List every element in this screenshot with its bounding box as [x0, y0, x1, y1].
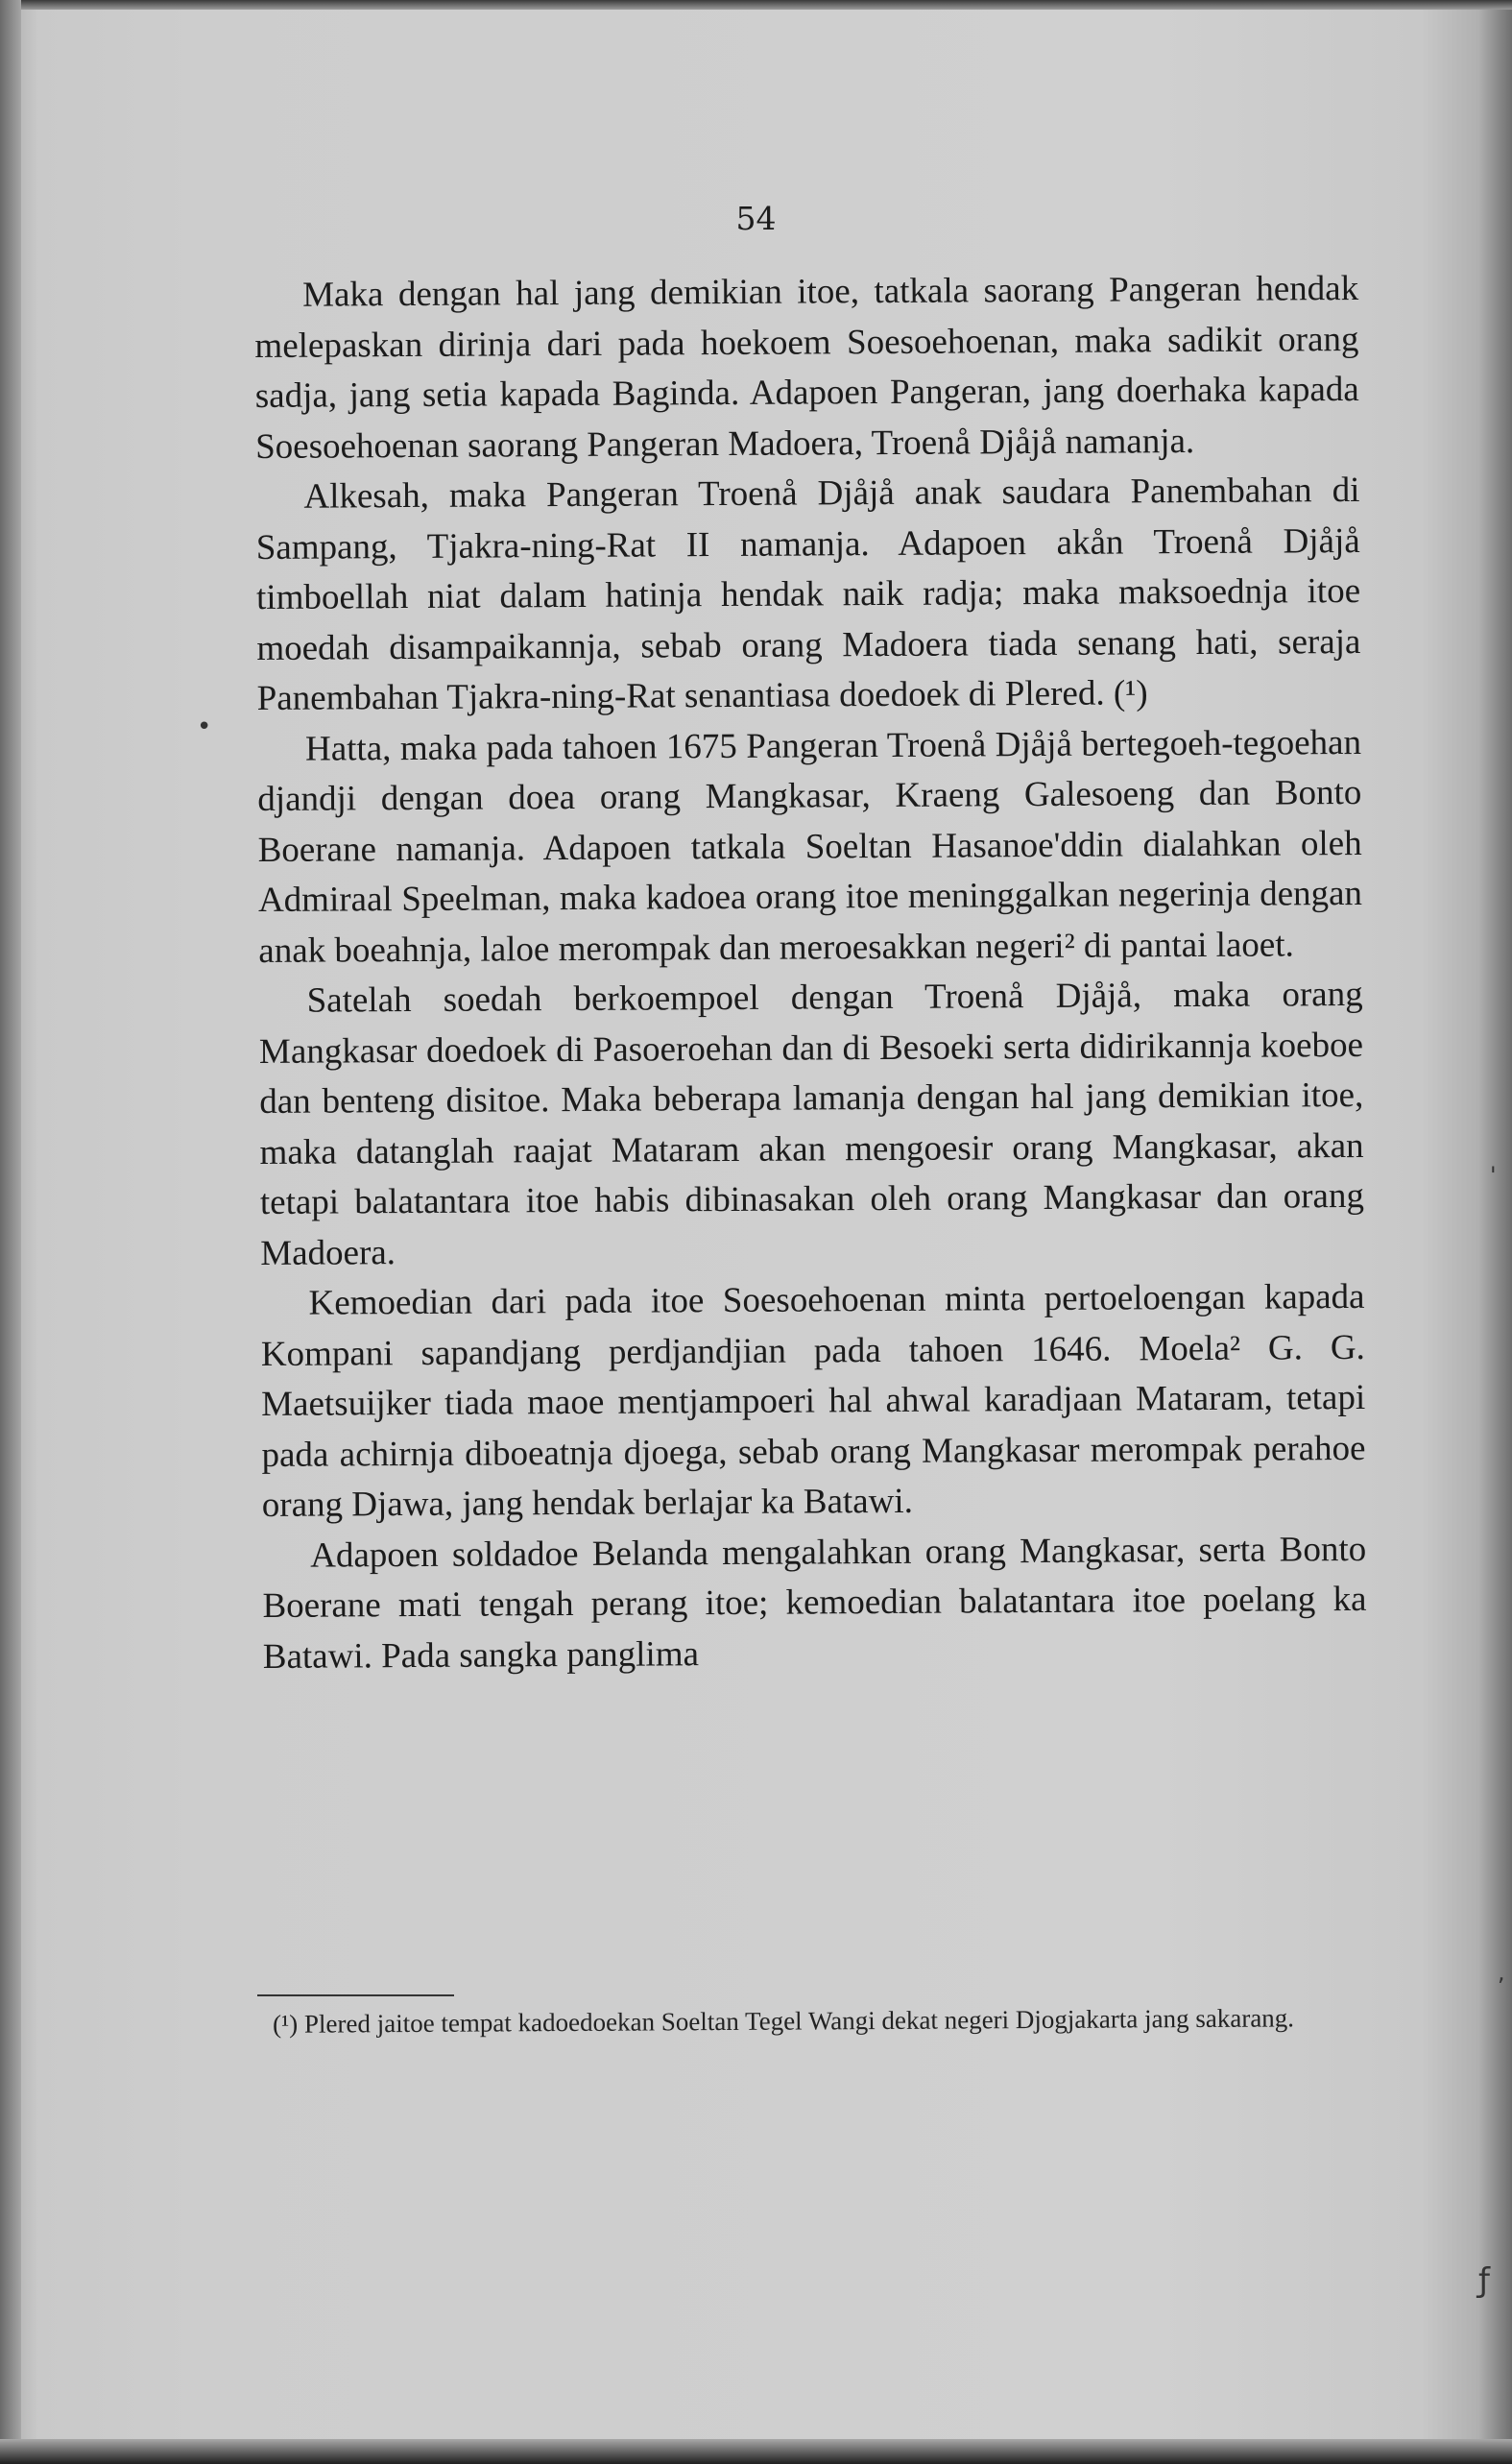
margin-stray-mark: ' — [1490, 1162, 1497, 1189]
margin-stray-mark: , — [1498, 1959, 1505, 1986]
margin-dot-mark: • — [197, 713, 212, 741]
margin-stray-mark: ƒ — [1478, 2261, 1490, 2300]
page-binding-edge — [0, 0, 21, 2464]
paragraph: Hatta, maka pada tahoen 1675 Pangeran Troenå Djåjå bertegoeh-tegoehan djandji dengan doea orang Mangkasar, Kraeng Galesoeng dan Bonto Boerane namanja. Adapoen tatkala Soeltan Hasanoe'ddin dialahkan oleh Admiraal Speelman, maka kadoea orang itoe meninggalkan negerinja dengan anak boeahnja, laloe merompak dan meroesakkan negeri² di pantai laoet. — [257, 722, 1363, 971]
footnote: (¹) Plered jaitoe tempat kadoedoekan Soeltan Tegel Wangi dekat negeri Djogjakarta jang sakarang. — [273, 2003, 1295, 2039]
page-top-edge — [0, 0, 1512, 10]
page-number: 54 — [735, 200, 777, 237]
footnote-divider — [257, 1994, 454, 1996]
paragraph: Kemoedian dari pada itoe Soesoehoenan minta pertoeloengan kapada Kompani sapandjang perdjandjian pada tahoen 1646. Moela² G. G. Maetsuijker tiada maoe mentjampoeri hal ahwal karadjaan Mataram, tetapi pada achirnja diboeatnja djoega, sebab orang Mangkasar merompak perahoe orang Djawa, jang hendak berlajar ka Batawi. — [260, 1276, 1366, 1525]
body-text — [254, 264, 1367, 1682]
paragraph: Adapoen soldadoe Belanda mengalahkan orang Mangkasar, serta Bonto Boerane mati tengah perang itoe; kemoedian balatantara itoe poelang ka Batawi. Pada sangka panglima — [262, 1529, 1367, 1677]
page-bottom-edge — [0, 2439, 1512, 2464]
paragraph: Satelah soedah berkoempoel dengan Troenå Djåjå, maka orang Mangkasar doedoek di Pasoeroehan dan di Besoeki serta didirikannja koeboe dan benteng disitoe. Maka beberapa lamanja dengan hal jang demikian itoe, maka datanglah raajat Mataram akan mengoesir orang Mangkasar, akan tetapi balatantara itoe habis dibinasakan oleh orang Mangkasar dan orang Madoera. — [258, 974, 1365, 1273]
paragraph: Maka dengan hal jang demikian itoe, tatkala saorang Pangeran hendak melepaskan dirinja dari pada hoekoem Soesoehoenan, maka sadikit orang sadja, jang setia kapada Baginda. Adapoen Pangeran, jang doerhaka kapada Soesoehoenan saorang Pangeran Madoera, Troenå Djåjå namanja. — [254, 268, 1359, 467]
paragraph: Alkesah, maka Pangeran Troenå Djåjå anak saudara Panembahan di Sampang, Tjakra-ning-Rat II namanja. Adapoen akån Troenå Djåjå timboellah niat dalam hatinja hendak naik radja; maka maksoednja itoe moedah disampaikannja, sebab orang Madoera tiada senang hati, seraja Panembahan Tjakra-ning-Rat senantiasa doedoek di Plered. (¹) — [255, 470, 1361, 718]
